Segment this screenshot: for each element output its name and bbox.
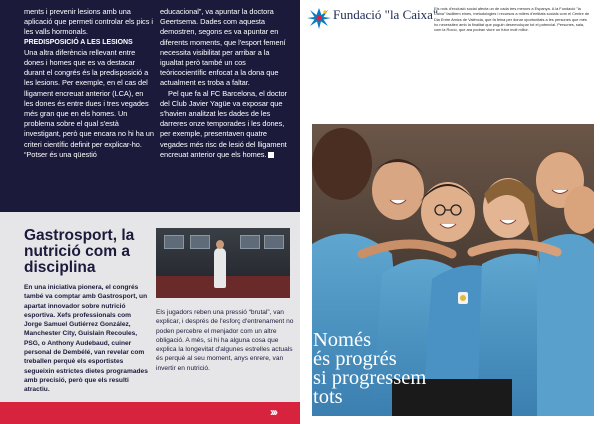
photo-screen-left [164,235,184,249]
logo-text: Fundació "la Caixa" [333,7,439,22]
slogan-line-3: si progressem [313,367,427,389]
continue-arrows-icon: ››› [270,405,276,419]
column2-para2: Pel que fa al FC Barcelona, el doctor del Club Javier Yagüe va exposar que s'havien analitzat les dades de les darreres onze temporades i les dones, per exemple, presentaven quatre vegades més risc de lesió del lligament encreuat anterior que els homes. [160,88,287,159]
gastrosport-box [0,212,300,402]
column2-para1: educacional”, va apuntar la doctora Geertsema. Dades com aquesta demostren, segons es va apuntar en diferents moments, que l'esport femení necessita visibilitat per arribar a la igualtat però també un cos teòricocientífic enfocat a la dona que actualment es troba a faltar. [160,7,286,88]
photo-screen-right [240,235,260,249]
chef-demo-photo [156,228,290,298]
slogan-line-2: és progrés [313,348,397,370]
slogan [313,331,426,407]
subhead-injuries: PREDISPOSICIÓ A LES LESIONS [24,38,133,46]
column2-para2-wrap [160,89,294,160]
slogan-line-4: tots [313,386,343,408]
gastrosport-text: En una iniciativa pionera, el congrés també va comptar amb Gastrosport, un apartat innovador sobre nutrició esportiva. Xefs professionals com Jorge Samuel Gutiérrez González, Manchester City, Guislain Recoules, PSG, o Anthony Audebaud, cuiner personal de Dembélé, van revelar com treballen perquè els esportistes segueixin estrictes dietes programades amb precisió, però que els resulti atractiu. [24,284,148,394]
right-page-ad [300,0,600,424]
slogan-line-1: Només [313,329,372,351]
photo-screen-mid [190,235,210,249]
ad-intro-text: Els nois d'exclusió social afecta un de cada tres menors a Espanya. A la Fundació "la Caixa" facilitem eines, metodologies i recursos a milers d'entitats socials com el Centre de Dia Entre Amics de València, que fa feina per donar oportunitats a les persones que més ho necessiten amb la finalitat que puguin desenvolupar tot el potencial. Persones, sala, com la Rocío, que ara podran viure un futur molt millor. [434,6,590,33]
la-caixa-star-icon [306,6,332,30]
article-continuation [0,0,300,212]
gastrosport-quote: Els jugadors reben una pressió “brutal”, van explicar, i després de l'esforç d'entrenament no poden percebre el menjador com un altre obligació. A més, si hi ha alguna cosa que explica la longevitat d'algunes estrelles actuals és perquè al seu moment, anys enrere, van invertir en nutrició. [156,309,294,372]
article-column-1 [24,7,154,160]
photo-chef-head [216,240,224,249]
gastrosport-title: Gastrosport, la nutrició com a disciplina [24,227,135,276]
column1-lead: ments i prevenir lesions amb una aplicació que permeti controlar els pics i les valls hormonals. [24,7,153,37]
footer-bar [0,402,300,424]
photo-chef [214,248,226,288]
end-of-article-mark [268,152,274,158]
article-column-2 [160,7,294,160]
photo-screen-far-right [264,235,284,249]
girls-group-photo [312,124,594,416]
column1-body: Una altra diferència rellevant entre dones i homes que es va destacar durant el congrés és la predisposició a les lesions. Per exemple, en el cas del lligament encreuat anterior (LCA), en les dones és entre dues i tres vegades més gran que en els homes. Un problema sobre el qual s'està investigant, però que encara no hi ha un criteri científic definit per explicar-ho. “Potser és una qüestió [24,47,154,159]
